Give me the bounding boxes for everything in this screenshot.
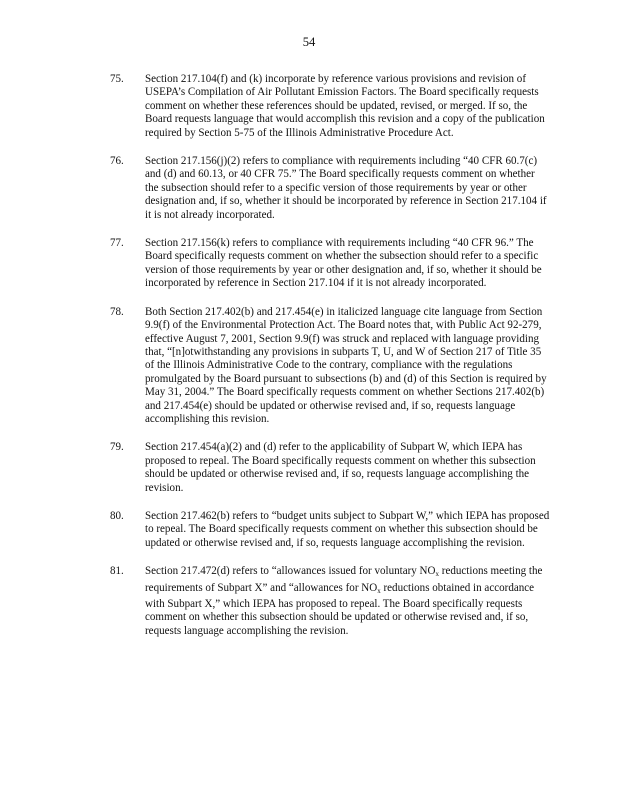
item-number: 78. xyxy=(110,305,124,318)
nox-subscript: x xyxy=(435,570,440,579)
page-number: 54 xyxy=(302,35,316,49)
item-text-part: Section 217.472(d) refers to “allowances issued for voluntary NO xyxy=(145,565,436,578)
list-item-80 xyxy=(110,510,550,550)
item-number: 75. xyxy=(110,73,124,85)
item-text: Section 217.104(f) and (k) incorporate by reference various provisions and revision of USEPA’s Compilation of Air Pollutant Emission Factors. The Board specifically requests comment on whether these references should be updated, revised, or merged. If so, the Board requests language that would accomplish this revision and a copy of the publication required by Section 5-75 of the Illinois Administrative Procedure Act. xyxy=(145,73,545,139)
item-number: 80. xyxy=(110,509,124,522)
item-text-part: reductions obtained in accordance with Subpart X,” which IEPA has proposed to repeal. The Board specifically requests comment on whether this subsection should be updated or otherwise revised and, if so, requests language accomplishing the revision. xyxy=(145,581,535,637)
item-text: Section 217.156(k) refers to compliance with requirements including “40 CFR 96.” The Board specifically requests comment on whether the subsection should refer to a specific version of those requirements by year or other designation and, if so, whether it should be incorporated by reference in Section 217.104 if it is not already incorporated. xyxy=(145,237,542,290)
item-text: Section 217.454(a)(2) and (d) refer to the applicability of Subpart W, which IEPA has proposed to repeal. The Board specifically requests comment on whether this subsection should be updated or otherwise revised and, if so, requests language accomplishing the revision. xyxy=(145,441,536,494)
item-text: Section 217.156(j)(2) refers to compliance with requirements including “40 CFR 60.7(c) and (d) and 60.13, or 40 CFR 75.” The Board specifically requests comment on whether the subsection should refer to a specific version of those requirements by year or other designation and, if so, whether it should be incorporated by reference in Section 217.104 if it is not already incorporated. xyxy=(145,155,547,221)
comment-request-list xyxy=(110,73,550,653)
list-item-76 xyxy=(110,155,550,222)
item-text-part: reductions meeting the requirements of Subpart X” and “allowances for NO xyxy=(145,565,543,594)
item-text xyxy=(145,565,550,638)
list-item-78 xyxy=(110,306,550,427)
list-item-79 xyxy=(110,441,550,495)
list-item-75 xyxy=(110,73,550,140)
item-number: 76. xyxy=(110,155,124,168)
nox-subscript: x xyxy=(377,586,381,595)
list-item-81 xyxy=(110,565,550,638)
item-number: 77. xyxy=(110,237,124,250)
item-number: 81. xyxy=(110,565,124,578)
item-number: 79. xyxy=(110,441,124,454)
item-text: Both Section 217.402(b) and 217.454(e) in italicized language cite language from Section 9.9(f) of the Environmental Protection Act. The Board notes that, with Public Act 92-279, effective August 7, 2001, Section 9.9(f) was struck and replaced with language providing that, “[n]otwithstanding any provisions in subparts T, U, and W of Section 217 of Title 35 of the Illinois Administrative Code to the contrary, compliance with the regulations promulgated by the Board pursuant to subsections (b) and (d) of this Section is required by May 31, 2004.” The Board specifically requests comment on whether Sections 217.402(b) and 217.454(e) should be updated or otherwise revised and, if so, requests language accomplishing this revision. xyxy=(145,305,547,425)
list-item-77 xyxy=(110,237,550,291)
item-text: Section 217.462(b) refers to “budget units subject to Subpart W,” which IEPA has proposed to repeal. The Board specifically requests comment on whether this subsection should be updated or otherwise revised and, if so, requests language accomplishing the revision. xyxy=(145,509,550,549)
